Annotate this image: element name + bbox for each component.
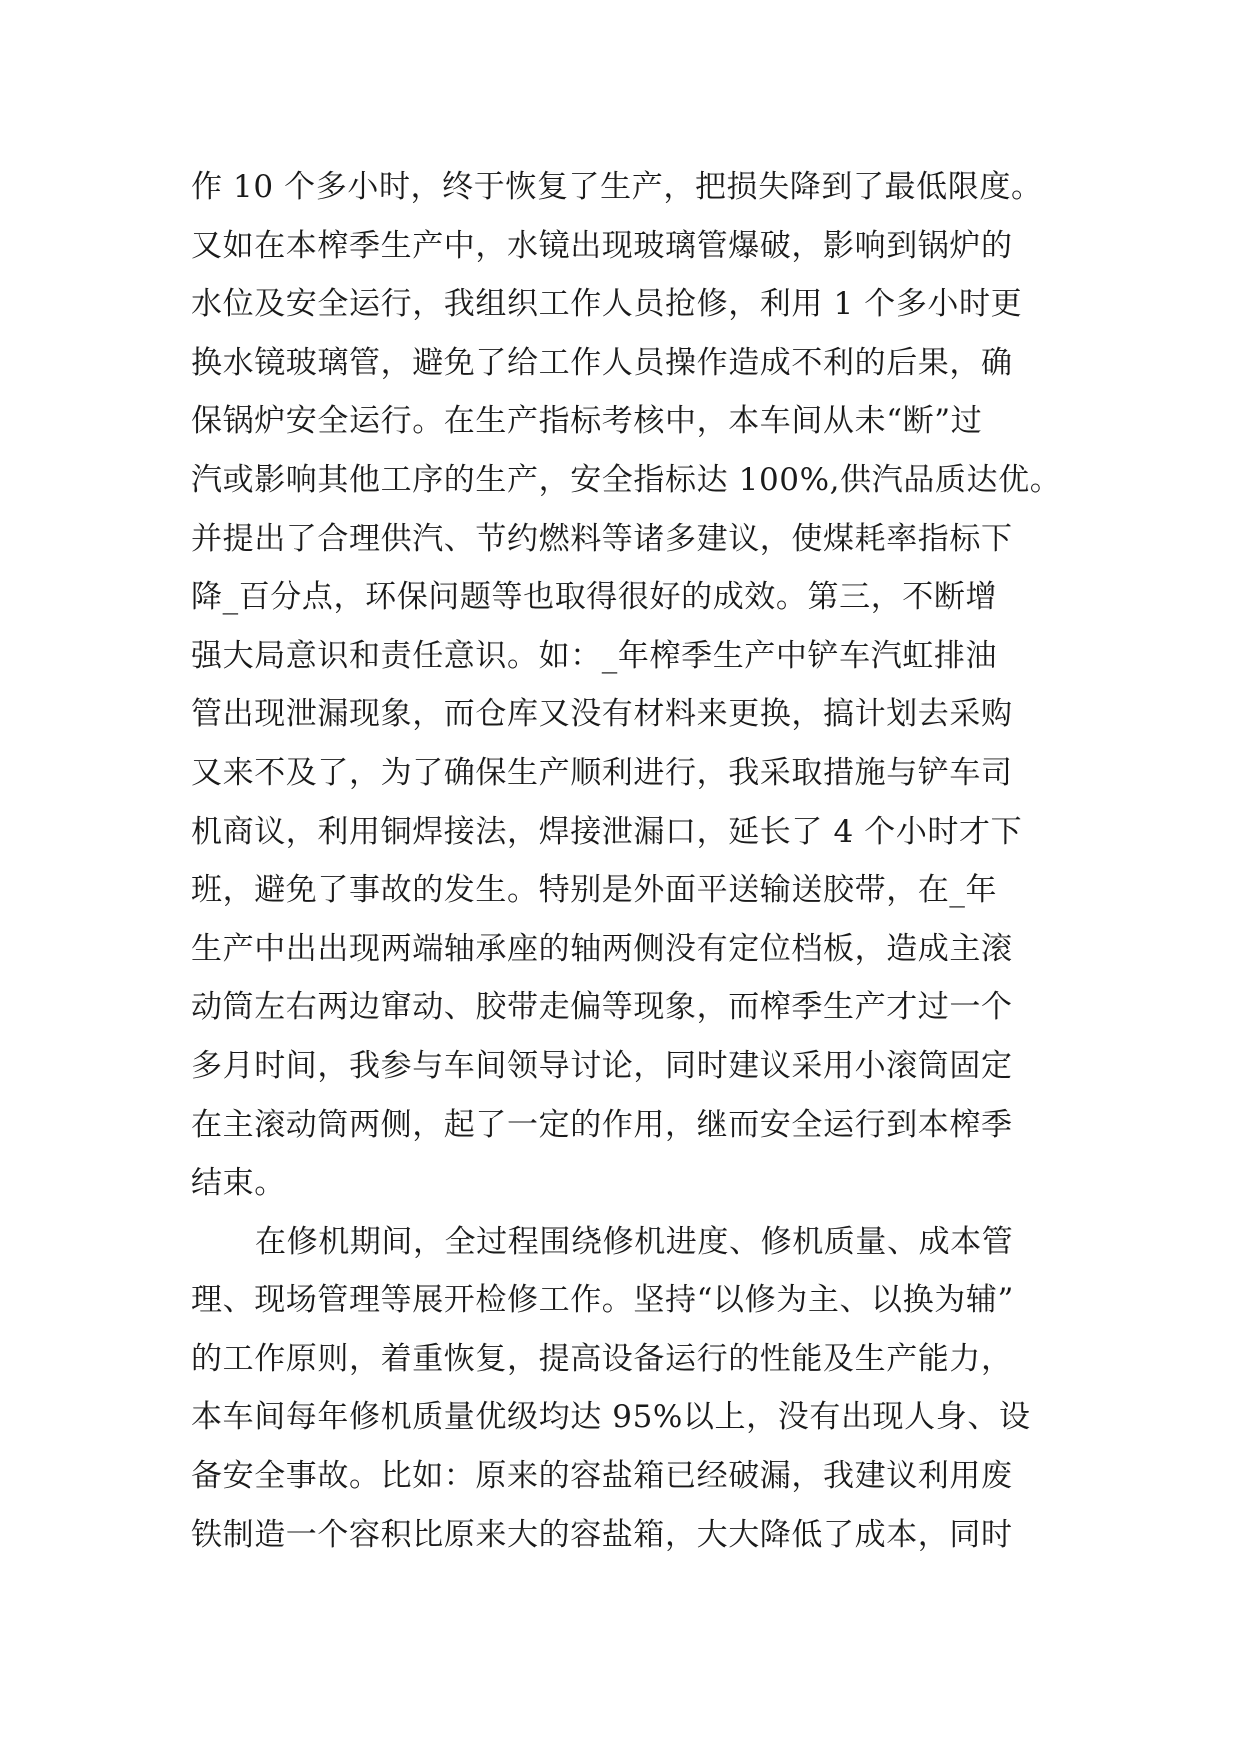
document-body bbox=[191, 158, 1061, 1564]
text-line: 在主滚动筒两侧，起了一定的作用，继而安全运行到本榨季 bbox=[191, 1106, 1013, 1143]
text-line: 换水镜玻璃管，避免了给工作人员操作造成不利的后果，确 bbox=[191, 344, 1013, 381]
text-line: 铁制造一个容积比原来大的容盐箱，大大降低了成本，同时 bbox=[191, 1516, 1013, 1553]
text-line: 机商议，利用铜焊接法，焊接泄漏口，延长了 4 个小时才下 bbox=[191, 813, 1023, 850]
text-line: 的工作原则，着重恢复，提高设备运行的性能及生产能力， bbox=[191, 1340, 1013, 1377]
text-line: 理、现场管理等展开检修工作。坚持“以修为主、以换为辅” bbox=[191, 1282, 1014, 1319]
text-line: 作 10 个多小时，终于恢复了生产，把损失降到了最低限度。 bbox=[191, 169, 1043, 205]
text-line: 又如在本榨季生产中，水镜出现玻璃管爆破，影响到锅炉的 bbox=[191, 227, 1013, 264]
text-line: 动筒左右两边窜动、胶带走偏等现象，而榨季生产才过一个 bbox=[191, 989, 1013, 1026]
text-line: 汽或影响其他工序的生产，安全指标达 100%,供汽品质达优。 bbox=[191, 461, 1062, 498]
text-line: 水位及安全运行，我组织工作人员抢修，利用 1 个多小时更 bbox=[191, 286, 1023, 323]
text-line: 降_百分点，环保问题等也取得很好的成效。第三，不断增 bbox=[191, 579, 998, 616]
text-line: 班，避免了事故的发生。特别是外面平送输送胶带，在_年 bbox=[191, 872, 998, 909]
text-line: 管出现泄漏现象，而仓库又没有材料来更换，搞计划去采购 bbox=[191, 696, 1013, 733]
text-line: 生产中出出现两端轴承座的轴两侧没有定位档板，造成主滚 bbox=[191, 930, 1013, 967]
text-line: 保锅炉安全运行。在生产指标考核中，本车间从未“断”过 bbox=[191, 403, 983, 440]
text-line: 备安全事故。比如：原来的容盐箱已经破漏，我建议利用废 bbox=[191, 1458, 1013, 1495]
text-line: 并提出了合理供汽、节约燃料等诸多建议，使煤耗率指标下 bbox=[191, 520, 1013, 557]
text-line: 结束。 bbox=[191, 1165, 286, 1202]
text-line: 本车间每年修机质量优级均达 95%以上，没有出现人身、设 bbox=[191, 1399, 1031, 1436]
text-line: 多月时间，我参与车间领导讨论，同时建议采用小滚筒固定 bbox=[191, 1047, 1013, 1084]
text-line: 强大局意识和责任意识。如：_年榨季生产中铲车汽虹排油 bbox=[191, 637, 998, 674]
paragraph-start-line: 在修机期间，全过程围绕修机进度、修机质量、成本管 bbox=[255, 1223, 1014, 1260]
text-line: 又来不及了，为了确保生产顺利进行，我采取措施与铲车司 bbox=[191, 754, 1013, 791]
